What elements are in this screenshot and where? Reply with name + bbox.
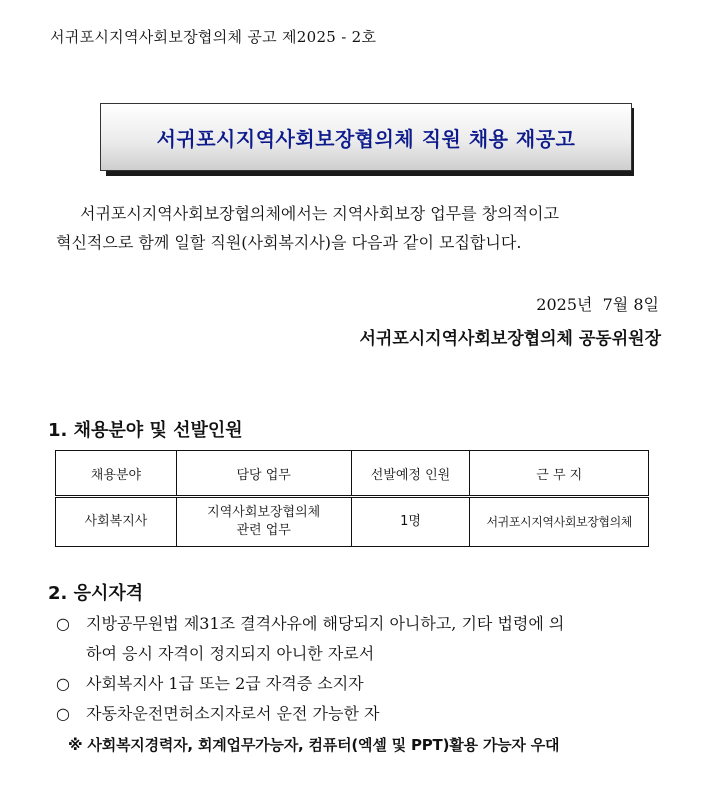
intro-line-1: 서귀포시지역사회보장협의체에서는 지역사회보장 업무를 창의적이고 xyxy=(80,204,559,223)
header-workplace: 근 무 지 xyxy=(470,451,649,497)
title-box xyxy=(100,103,632,171)
circle-bullet-icon: ○ xyxy=(56,704,70,723)
list-item xyxy=(56,669,666,699)
signer: 서귀포시지역사회보장협의체 공동위원장 xyxy=(359,329,661,349)
intro-paragraph xyxy=(46,199,666,257)
list-item xyxy=(56,609,666,669)
qualification-2: 사회복지사 1급 또는 2급 자격증 소지자 xyxy=(86,674,364,693)
header-count: 선발예정 인원 xyxy=(351,451,470,497)
table-header-row xyxy=(56,451,649,497)
section-2-heading: 2. 응시자격 xyxy=(48,583,144,604)
section-1-heading: 1. 채용분야 및 선발인원 xyxy=(48,420,243,441)
page-title: 서귀포시지역사회보장협의체 직원 채용 재공고 xyxy=(156,126,576,151)
cell-workplace: 서귀포시지역사회보장협의체 xyxy=(470,497,649,547)
announcement-date: 2025년 7월 8일 xyxy=(536,295,659,314)
cell-field: 사회복지사 xyxy=(56,497,177,547)
recruitment-table xyxy=(55,450,649,547)
qualification-3: 자동차운전면허소지자로서 운전 가능한 자 xyxy=(86,704,380,723)
intro-line-2: 혁신적으로 함께 일할 직원(사회복지사)을 다음과 같이 모집합니다. xyxy=(56,233,522,252)
preference-note: ※ 사회복지경력자, 회계업무가능자, 컴퓨터(엑셀 및 PPT)활용 가능자 우대 xyxy=(68,736,560,754)
cell-count: 1명 xyxy=(351,497,470,547)
circle-bullet-icon: ○ xyxy=(56,614,70,633)
qualification-1-line-2: 하여 응시 자격이 정지되지 아니한 자로서 xyxy=(86,644,375,663)
header-duty: 담당 업무 xyxy=(176,451,351,497)
notice-number: 서귀포시지역사회보장협의체 공고 제2025 - 2호 xyxy=(50,28,377,46)
qualification-1-line-1: 지방공무원법 제31조 결격사유에 해당되지 아니하고, 기타 법령에 의 xyxy=(86,614,565,633)
cell-duty xyxy=(176,497,351,547)
cell-duty-line-2: 관련 업무 xyxy=(236,523,291,538)
qualification-list xyxy=(56,609,666,729)
list-item xyxy=(56,699,666,729)
header-field: 채용분야 xyxy=(56,451,177,497)
circle-bullet-icon: ○ xyxy=(56,674,70,693)
cell-duty-line-1: 지역사회보장협의체 xyxy=(207,505,321,520)
table-row xyxy=(56,497,649,547)
